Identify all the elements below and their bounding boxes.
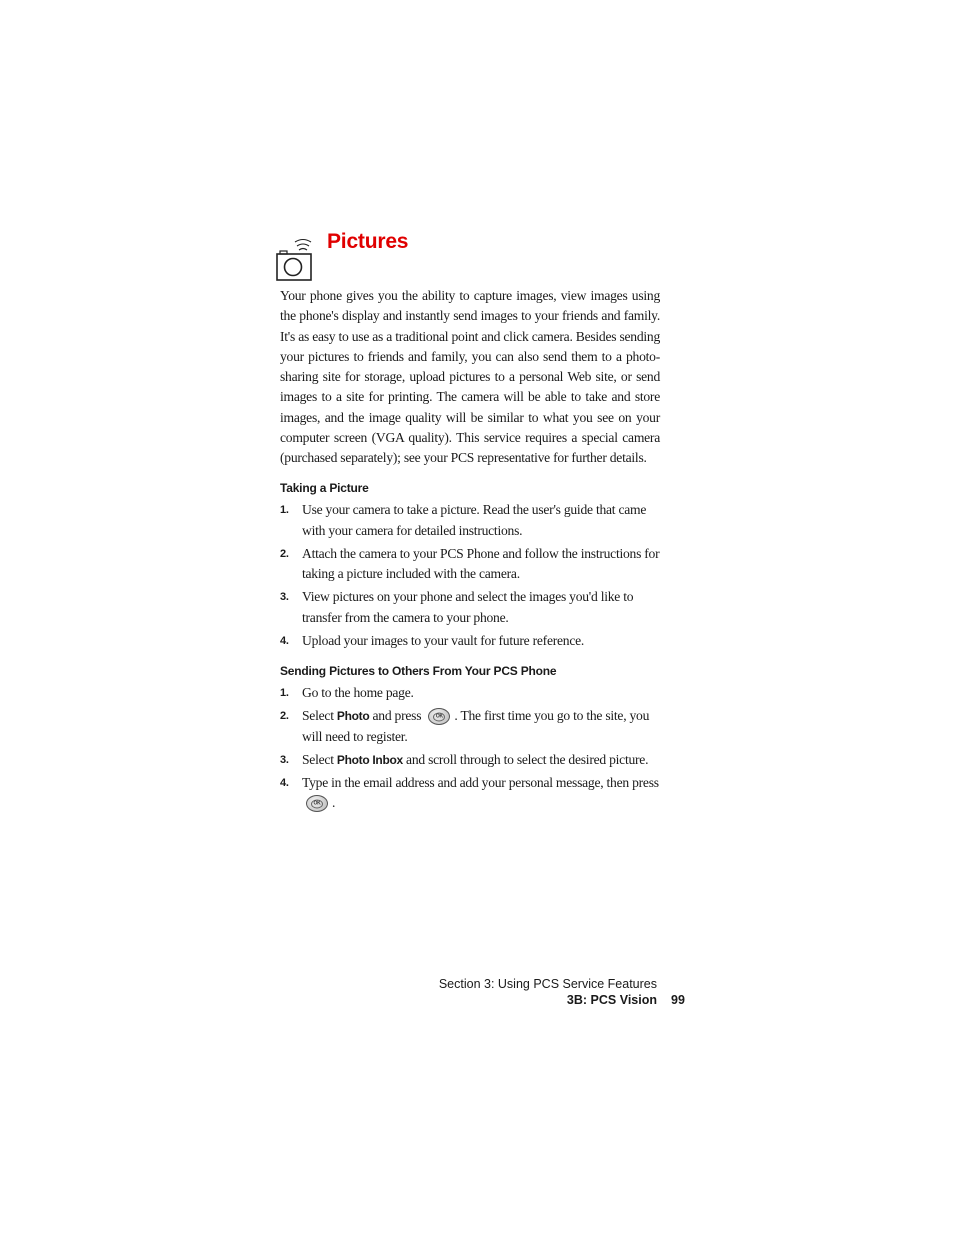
photo-inbox-label: Photo Inbox [336, 752, 403, 767]
intro-paragraph: Your phone gives you the ability to capture images, view images using the phone's display and instantly send images to your friends and family. It's as easy to use as a traditional point and click camera. Besides sending your pictures to friends and family, you can also send them to a photo-sharing site for storage, upload pictures to a personal Web site, or send images to a site for printing. The camera will be able to take and store images, and the image quality will be similar to what you see on your computer screen (VGA quality). This service requires a special camera (purchased separately); see your PCS representative for further details. [280, 288, 660, 466]
taking-picture-heading: Taking a Picture [280, 481, 369, 495]
list-item [280, 631, 665, 652]
camera-icon [273, 236, 317, 282]
ok-key-label: OK [311, 799, 323, 808]
taking-picture-steps [280, 500, 665, 654]
list-item [280, 544, 665, 585]
step-number: 1. [280, 687, 289, 699]
step-text-pre: Type in the email address and add your personal message, then press [302, 774, 659, 790]
step-number: 4. [280, 634, 289, 647]
list-item [280, 500, 665, 541]
photo-menu-label: Photo [336, 709, 370, 723]
list-item [280, 683, 665, 704]
page-number: 99 [671, 993, 685, 1007]
step-number: 1. [280, 504, 289, 516]
list-item [280, 773, 665, 814]
step-text-post: and scroll through to select the desired picture. [402, 751, 649, 767]
step-text-post: . The first time you go to the site, you will need to register. [302, 708, 650, 744]
sending-pictures-heading: Sending Pictures to Others From Your PCS Phone [280, 664, 557, 678]
ok-key-icon [306, 795, 328, 812]
step-text: Upload your images to your vault for future reference. [302, 632, 585, 648]
step-number: 2. [280, 710, 289, 722]
page-title: Pictures [327, 230, 409, 253]
step-number: 3. [280, 591, 289, 603]
step-number: 4. [280, 776, 289, 789]
step-text: View pictures on your phone and select the images you'd like to transfer from the camera to your phone. [302, 589, 634, 625]
sending-pictures-steps [280, 683, 665, 816]
step-text-pre: Select [302, 751, 337, 767]
footer-chapter: 3B: PCS Vision [566, 993, 657, 1007]
step-text-post: . [332, 795, 336, 810]
step-number: 3. [280, 753, 289, 766]
footer-section: Section 3: Using PCS Service Features [438, 977, 657, 991]
step-text: Attach the camera to your PCS Phone and follow the instructions for taking a picture included with the camera. [302, 545, 660, 581]
step-text-mid: and press [369, 708, 425, 723]
step-number: 2. [280, 547, 289, 560]
step-text: Go to the home page. [302, 685, 414, 700]
ok-key-label: OK [433, 712, 445, 721]
list-item [280, 587, 665, 628]
list-item [280, 750, 665, 771]
step-text-pre: Select [302, 708, 337, 723]
step-text: Use your camera to take a picture. Read the user's guide that came with your camera for detailed instructions. [302, 502, 647, 538]
ok-key-icon [428, 708, 450, 725]
list-item [280, 706, 665, 747]
